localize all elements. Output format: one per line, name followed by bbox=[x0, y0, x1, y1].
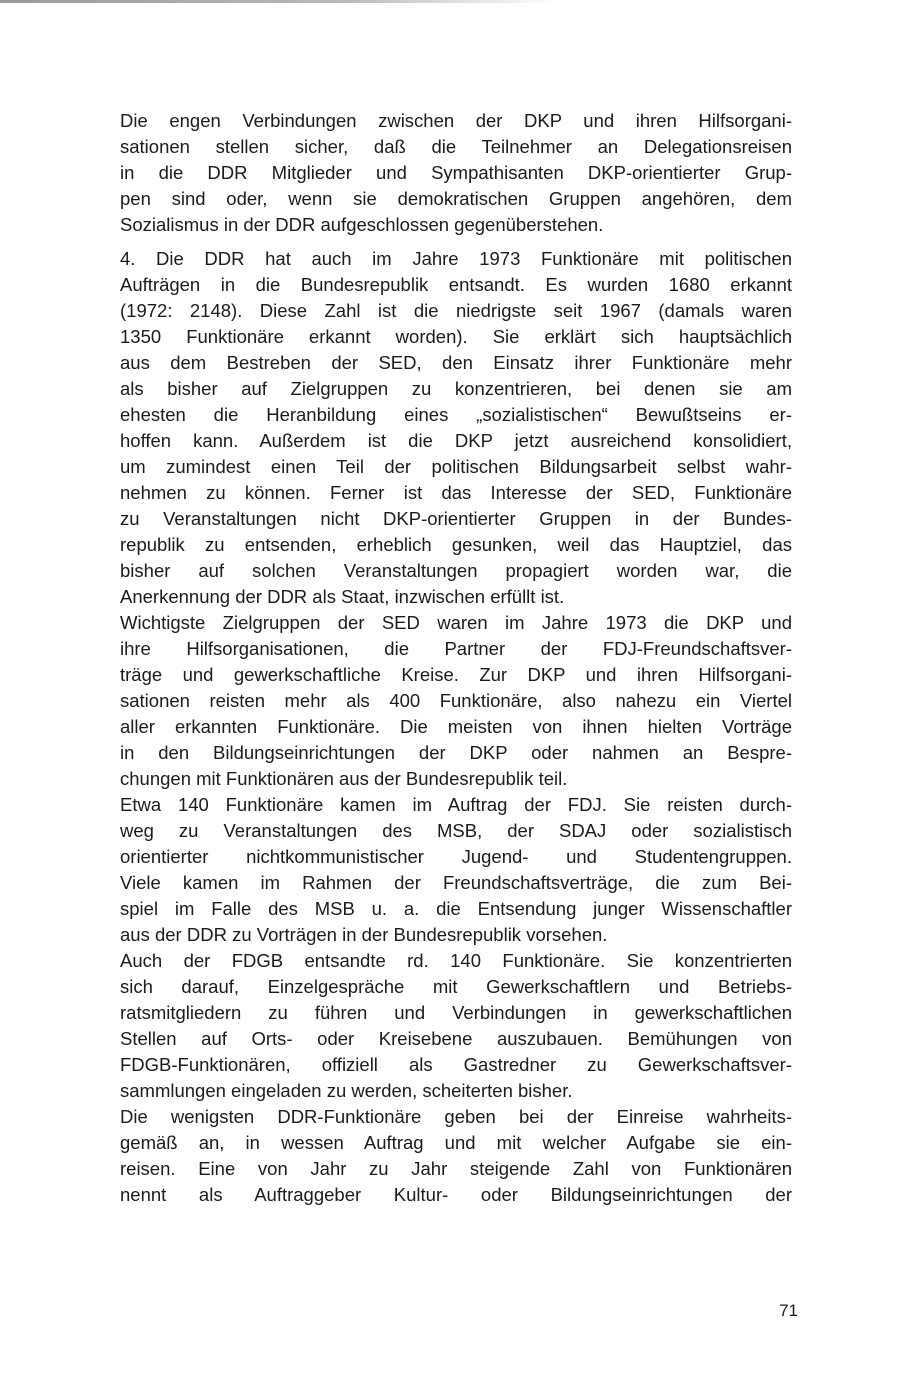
text-line: als bisher auf Zielgruppen zu konzentrieren, bei denen sie am bbox=[120, 378, 792, 399]
text-line: Die engen Verbindungen zwischen der DKP und ihren Hilfsorgani- bbox=[120, 110, 792, 131]
text-line: ratsmitgliedern zu führen und Verbindungen in gewerkschaftlichen bbox=[120, 1002, 792, 1023]
text-line: sationen reisten mehr als 400 Funktionäre, also nahezu ein Viertel bbox=[120, 690, 792, 711]
text-line: ehesten die Heranbildung eines „sozialistischen“ Bewußtseins er- bbox=[120, 404, 792, 425]
text-line: bisher auf solchen Veranstaltungen propagiert worden war, die bbox=[120, 560, 792, 581]
body-text bbox=[120, 108, 792, 1208]
text-line: Viele kamen im Rahmen der Freundschaftsverträge, die zum Bei- bbox=[120, 872, 792, 893]
text-line: weg zu Veranstaltungen des MSB, der SDAJ oder sozialistisch bbox=[120, 820, 792, 841]
text-line: reisen. Eine von Jahr zu Jahr steigende Zahl von Funktionären bbox=[120, 1158, 792, 1179]
text-line: in den Bildungseinrichtungen der DKP oder nahmen an Bespre- bbox=[120, 742, 792, 763]
text-line: orientierter nichtkommunistischer Jugend- und Studentengruppen. bbox=[120, 846, 792, 867]
text-line: ihre Hilfsorganisationen, die Partner der FDJ-Freundschaftsver- bbox=[120, 638, 792, 659]
text-line: Sozialismus in der DDR aufgeschlossen gegenüberstehen. bbox=[120, 214, 604, 235]
text-line: aus der DDR zu Vorträgen in der Bundesrepublik vorsehen. bbox=[120, 924, 608, 945]
text-line: Aufträgen in die Bundesrepublik entsandt. Es wurden 1680 erkannt bbox=[120, 274, 792, 295]
text-line: nehmen zu können. Ferner ist das Interesse der SED, Funktionäre bbox=[120, 482, 792, 503]
text-line: träge und gewerkschaftliche Kreise. Zur DKP und ihren Hilfsorgani- bbox=[120, 664, 792, 685]
text-line: in die DDR Mitglieder und Sympathisanten DKP-orientierter Grup- bbox=[120, 162, 792, 183]
text-line: (1972: 2148). Diese Zahl ist die niedrigste seit 1967 (damals waren bbox=[120, 300, 792, 321]
text-line: Auch der FDGB entsandte rd. 140 Funktionäre. Sie konzentrierten bbox=[120, 950, 792, 971]
scan-edge-shadow bbox=[0, 0, 560, 3]
text-line: sich darauf, Einzelgespräche mit Gewerkschaftlern und Betriebs- bbox=[120, 976, 792, 997]
text-line: pen sind oder, wenn sie demokratischen Gruppen angehören, dem bbox=[120, 188, 792, 209]
text-line: zu Veranstaltungen nicht DKP-orientierter Gruppen in der Bundes- bbox=[120, 508, 792, 529]
text-line: gemäß an, in wessen Auftrag und mit welcher Aufgabe sie ein- bbox=[120, 1132, 792, 1153]
page-number: 71 bbox=[779, 1301, 798, 1320]
text-line: aus dem Bestreben der SED, den Einsatz ihrer Funktionäre mehr bbox=[120, 352, 792, 373]
text-line: sammlungen eingeladen zu werden, scheiterten bisher. bbox=[120, 1080, 573, 1101]
text-line: Stellen auf Orts- oder Kreisebene auszubauen. Bemühungen von bbox=[120, 1028, 792, 1049]
text-line: Wichtigste Zielgruppen der SED waren im Jahre 1973 die DKP und bbox=[120, 612, 792, 633]
text-line: sationen stellen sicher, daß die Teilnehmer an Delegationsreisen bbox=[120, 136, 792, 157]
text-line: nennt als Auftraggeber Kultur- oder Bildungseinrichtungen der bbox=[120, 1184, 792, 1205]
text-line: Etwa 140 Funktionäre kamen im Auftrag der FDJ. Sie reisten durch- bbox=[120, 794, 792, 815]
text-line: hoffen kann. Außerdem ist die DKP jetzt ausreichend konsolidiert, bbox=[120, 430, 792, 451]
text-line: aller erkannten Funktionäre. Die meisten von ihnen hielten Vorträge bbox=[120, 716, 792, 737]
text-line: republik zu entsenden, erheblich gesunken, weil das Hauptziel, das bbox=[120, 534, 792, 555]
text-line: chungen mit Funktionären aus der Bundesrepublik teil. bbox=[120, 768, 568, 789]
text-line: 4. Die DDR hat auch im Jahre 1973 Funktionäre mit politischen bbox=[120, 248, 792, 269]
text-line: Anerkennung der DDR als Staat, inzwischen erfüllt ist. bbox=[120, 586, 565, 607]
text-line: spiel im Falle des MSB u. a. die Entsendung junger Wissenschaftler bbox=[120, 898, 792, 919]
text-line: um zumindest einen Teil der politischen Bildungsarbeit selbst wahr- bbox=[120, 456, 792, 477]
text-line: Die wenigsten DDR-Funktionäre geben bei der Einreise wahrheits- bbox=[120, 1106, 792, 1127]
text-line: FDGB-Funktionären, offiziell als Gastredner zu Gewerkschaftsver- bbox=[120, 1054, 792, 1075]
text-line: 1350 Funktionäre erkannt worden). Sie erklärt sich hauptsächlich bbox=[120, 326, 792, 347]
